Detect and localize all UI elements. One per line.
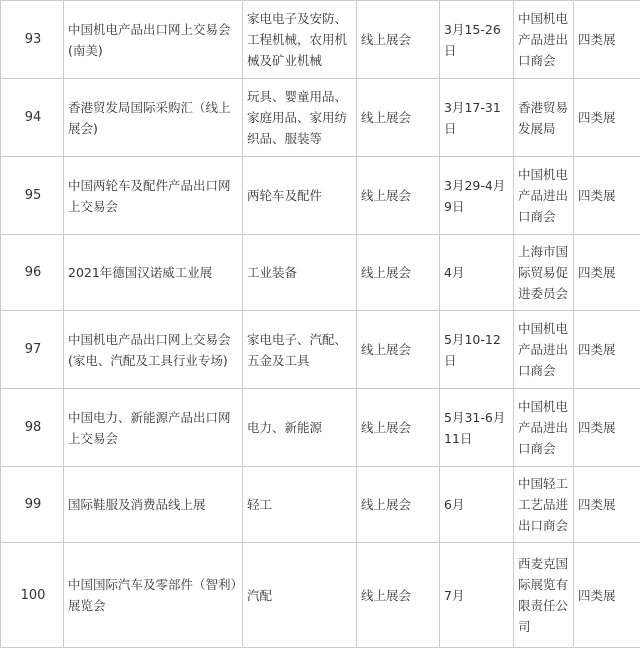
format: 线上展会: [357, 543, 440, 648]
row-number: 99: [1, 467, 64, 543]
industry: 电力、新能源: [243, 389, 357, 467]
organizer: 西麦克国际展览有限责任公司: [514, 543, 574, 648]
format: 线上展会: [357, 79, 440, 157]
category: 四类展: [574, 79, 640, 157]
row-number: 93: [1, 1, 64, 79]
table-row: [1, 235, 640, 311]
organizer: 中国轻工工艺品进出口商会: [514, 467, 574, 543]
format: 线上展会: [357, 467, 440, 543]
date: 7月: [440, 543, 514, 648]
industry: 轻工: [243, 467, 357, 543]
exhibition-name: 中国两轮车及配件产品出口网上交易会: [64, 157, 243, 235]
date: 3月17-31日: [440, 79, 514, 157]
industry: 汽配: [243, 543, 357, 648]
organizer: 中国机电产品进出口商会: [514, 389, 574, 467]
date: 6月: [440, 467, 514, 543]
organizer: 中国机电产品进出口商会: [514, 311, 574, 389]
category: 四类展: [574, 157, 640, 235]
row-number: 97: [1, 311, 64, 389]
format: 线上展会: [357, 235, 440, 311]
table-row: [1, 79, 640, 157]
industry: 玩具、婴童用品、家庭用品、家用纺织品、服装等: [243, 79, 357, 157]
exhibition-name: 中国电力、新能源产品出口网上交易会: [64, 389, 243, 467]
industry: 工业装备: [243, 235, 357, 311]
row-number: 96: [1, 235, 64, 311]
exhibition-name: 国际鞋服及消费品线上展: [64, 467, 243, 543]
date: 5月10-12日: [440, 311, 514, 389]
category: 四类展: [574, 389, 640, 467]
row-number: 98: [1, 389, 64, 467]
industry: 家电电子及安防、工程机械，农用机械及矿业机械: [243, 1, 357, 79]
table-row: [1, 389, 640, 467]
exhibition-name: 中国机电产品出口网上交易会(家电、汽配及工具行业专场): [64, 311, 243, 389]
table-row: [1, 157, 640, 235]
organizer: 中国机电产品进出口商会: [514, 157, 574, 235]
date: 4月: [440, 235, 514, 311]
exhibition-name: 中国机电产品出口网上交易会(南美): [64, 1, 243, 79]
industry: 家电电子、汽配、五金及工具: [243, 311, 357, 389]
category: 四类展: [574, 467, 640, 543]
format: 线上展会: [357, 157, 440, 235]
table-row: [1, 1, 640, 79]
table-row: [1, 467, 640, 543]
exhibition-name: 2021年德国汉诺威工业展: [64, 235, 243, 311]
row-number: 94: [1, 79, 64, 157]
date: 3月15-26日: [440, 1, 514, 79]
table-row: [1, 543, 640, 648]
row-number: 100: [1, 543, 64, 648]
format: 线上展会: [357, 311, 440, 389]
exhibition-name: 中国国际汽车及零部件（智利）展览会: [64, 543, 243, 648]
organizer: 香港贸易发展局: [514, 79, 574, 157]
format: 线上展会: [357, 389, 440, 467]
category: 四类展: [574, 543, 640, 648]
industry: 两轮车及配件: [243, 157, 357, 235]
organizer: 上海市国际贸易促进委员会: [514, 235, 574, 311]
organizer: 中国机电产品进出口商会: [514, 1, 574, 79]
category: 四类展: [574, 1, 640, 79]
category: 四类展: [574, 235, 640, 311]
table-row: [1, 311, 640, 389]
date: 5月31-6月11日: [440, 389, 514, 467]
exhibition-name: 香港贸发局国际采购汇（线上展会): [64, 79, 243, 157]
row-number: 95: [1, 157, 64, 235]
format: 线上展会: [357, 1, 440, 79]
category: 四类展: [574, 311, 640, 389]
date: 3月29-4月9日: [440, 157, 514, 235]
